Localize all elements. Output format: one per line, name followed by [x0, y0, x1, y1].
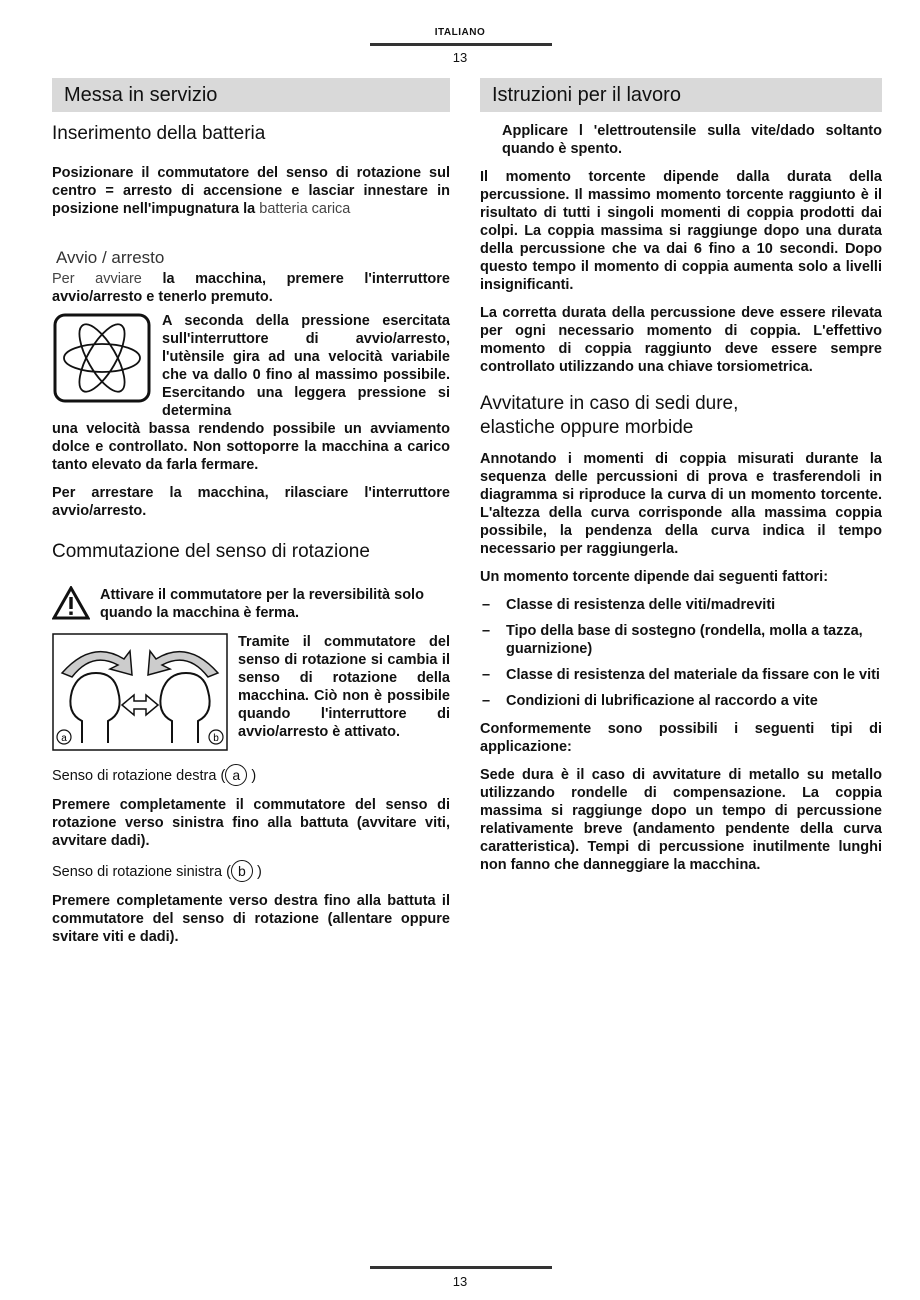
footer-page-number: 13 [452, 1274, 468, 1289]
header-page-number: 13 [452, 50, 468, 65]
apply-paragraph: Applicare l 'elettroutensile sulla vite/dado soltanto quando è spento. [502, 123, 882, 157]
left-rotation-text: Senso di rotazione sinistra ( [52, 864, 231, 880]
stop-paragraph: Per arrestare la macchina, rilasciare l'interruttore avvio/arresto. [52, 485, 450, 519]
speed-block [52, 312, 450, 420]
left-column [52, 78, 450, 956]
curve-paragraph: Annotando i momenti di coppia misurati durante la sequenza delle percussioni di prova e trasferendoli in diagramma si riproduce la curva di un momento torcente. L'altezza della curva corrisponde alla massima coppia possibile, la pendenza della curva indica il tempo necessario per raggiungerla. [480, 451, 882, 557]
figure-label-b: b [213, 733, 219, 744]
torque-paragraph: Il momento torcente dipende dalla durata della percussione. Il massimo momento torcente raggiunto è il risultato di tutti i singoli momenti di coppia prodotti dai colpi. La coppia massima si raggiunge dopo una durata della percussione che va dai 6 fino a 10 secondi. Dopo questo tempo il momento di coppia aumenta solo a livelli insignificanti. [480, 169, 882, 293]
joints-heading-line2: elastiche oppure morbide [480, 417, 694, 438]
startstop-intro-light: Per avviare [52, 271, 142, 287]
startstop-intro [52, 270, 450, 306]
badge-a: a [225, 764, 247, 786]
speed-continuation: una velocità bassa rendendo possibile un avviamento dolce e controllato. Non sottoporre la macchina a carico tanto elevato da farla fermare. [52, 421, 450, 473]
startstop-heading: Avvio / arresto [56, 248, 165, 267]
factors-list [480, 596, 882, 710]
speed-float-text: A seconda della pressione esercitata sull'interruttore di avvio/arresto, l'utènsile gira ad una velocità variabile che va dallo 0 fino al massimo possibile. Esercitando una leggera pressione si determina [162, 313, 450, 419]
startstop-intro-bold: la macchina, premere l'interruttore avvio/arresto e tenerlo premuto. [52, 271, 450, 305]
factors-intro: Un momento torcente dipende dai seguenti fattori: [480, 569, 829, 585]
header-rule [370, 43, 552, 46]
battery-text: Posizionare il commutatore del senso di rotazione sul centro = arresto di accensione e lasciar innestare in posizione nell'impugnatura la [52, 165, 450, 217]
right-rotation-label [52, 764, 450, 786]
rotation-direction-figure [52, 633, 228, 756]
header-language: ITALIANO [434, 27, 486, 38]
hard-joint-paragraph: Sede dura è il caso di avvitature di metallo su metallo utilizzando rondelle di compensazione. La coppia massima si raggiunge dopo un tempo di percussione relativamente breve (andamento pendente della curva caratteristica). Tempi di percussione inutilmente lunghi non fanno che danneggiare la macchina. [480, 767, 882, 873]
left-rotation-label [52, 860, 450, 882]
right-column [480, 78, 882, 884]
section-title-istruzioni: Istruzioni per il lavoro [480, 78, 882, 112]
application-intro: Conformemente sono possibili i seguenti tipi di applicazione: [480, 721, 882, 755]
variable-speed-icon [52, 312, 152, 420]
section-title-messa-in-servizio: Messa in servizio [52, 78, 450, 112]
warning-text: Attivare il commutatore per la reversibilità solo quando la macchina è ferma. [100, 587, 424, 621]
joints-heading [480, 392, 882, 440]
list-item: – Classe di resistenza delle viti/madreviti [480, 596, 882, 614]
footer-rule [370, 1266, 552, 1269]
battery-paragraph [52, 164, 450, 218]
list-item: – Condizioni di lubrificazione al raccordo a vite [480, 692, 882, 710]
duration-paragraph: La corretta durata della percussione deve essere rilevata per ogni necessario momento di coppia. L'effettivo momento di coppia raggiunto deve essere sempre controllato utilizzando una chiave torsiometrica. [480, 305, 882, 375]
rotation-warning [52, 586, 450, 625]
warning-triangle-icon [52, 586, 90, 625]
figure-label-a: a [61, 733, 67, 744]
left-rotation-paragraph: Premere completamente verso destra fino alla battuta il commutatore del senso di rotazione (allentare oppure svitare viti e dadi). [52, 893, 450, 945]
list-item: – Tipo della base di sostegno (rondella, molla a tazza, guarnizione) [480, 622, 882, 658]
badge-b: b [231, 860, 253, 882]
right-rotation-close: ) [247, 768, 257, 784]
right-rotation-text: Senso di rotazione destra ( [52, 768, 226, 784]
battery-heading: Inserimento della batteria [52, 123, 266, 144]
joints-heading-line1: Avvitature in caso di sedi dure, [480, 393, 739, 414]
list-item: – Classe di resistenza del materiale da fissare con le viti [480, 666, 882, 684]
rotation-float-text: Tramite il commutatore del senso di rotazione si cambia il senso di rotazione della macchina. Ciò non è possibile quando l'interruttore di avvio/arresto è attivato. [238, 634, 450, 740]
rotation-block [52, 633, 450, 756]
rotation-heading: Commutazione del senso di rotazione [52, 541, 370, 562]
battery-text-light: batteria carica [259, 201, 351, 217]
right-rotation-paragraph: Premere completamente il commutatore del senso di rotazione verso sinistra fino alla battuta (avvitare viti, avvitare dadi). [52, 797, 450, 849]
left-rotation-close: ) [252, 864, 262, 880]
